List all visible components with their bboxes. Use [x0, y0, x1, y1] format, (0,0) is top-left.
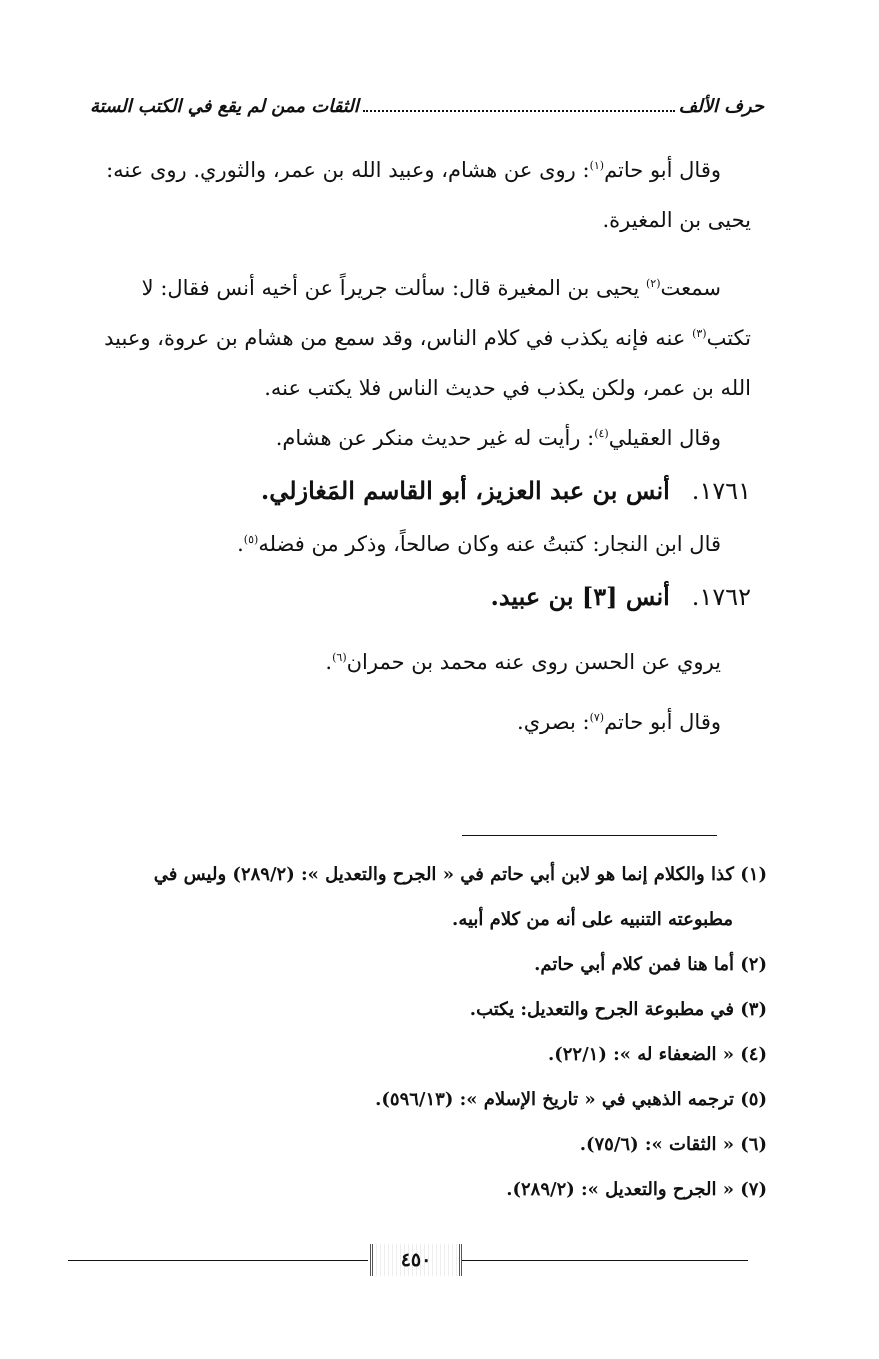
entry-number: ١٧٦١. [691, 477, 751, 505]
bottom-rule-right [456, 1260, 748, 1261]
text-line: وقال أبو حاتم$^{(٧)}$: بصري. [517, 710, 721, 734]
text-line: قال ابن النجار: كتبتُ عنه وكان صالحاً، وذكر من فضله$^{(٥)}$. [237, 532, 721, 556]
footnote: (٣) في مطبوعة الجرح والتعديل: يكتب. [469, 999, 767, 1020]
text-line: يحيى بن المغيرة. [602, 208, 751, 232]
text-line: يروي عن الحسن روى عنه محمد بن حمران$^{(٦)}$. [325, 650, 721, 674]
running-header [90, 96, 764, 126]
footnote: (٦) « الثقات »: (٧٥/٦). [579, 1134, 767, 1155]
bottom-rule-left [68, 1260, 368, 1261]
footnote: (٤) « الضعفاء له »: (٢٢/١). [547, 1044, 767, 1065]
text-line: الله بن عمر، ولكن يكذب في حديث الناس فلا يكتب عنه. [264, 376, 751, 400]
footnote: (٧) « الجرح والتعديل »: (٢٨٩/٢). [506, 1179, 767, 1200]
header-book-title: الثقات ممن لم يقع في الكتب الستة [90, 96, 359, 117]
header-dots [363, 109, 675, 112]
entry-heading [60, 569, 751, 625]
entry-title: أنس [٣] بن عبيد. [490, 582, 670, 611]
header-chapter: حرف الألف [678, 96, 764, 117]
text-line: سمعت$^{(٢)}$ يحيى بن المغيرة قال: سألت جريراً عن أخيه أنس فقال: لا [141, 276, 721, 300]
footnote: (١) كذا والكلام إنما هو لابن أبي حاتم في « الجرح والتعديل »: (٢٨٩/٢) وليس في مطبوعته التنبيه على أنه من كلام أبيه. [153, 864, 767, 930]
text-line: تكتب$^{(٣)}$ عنه فإنه يكذب في كلام الناس، وقد سمع من هشام بن عروة، وعبيد [104, 326, 751, 350]
text-line: وقال أبو حاتم$^{(١)}$: روى عن هشام، وعبيد الله بن عمر، والثوري. روى عنه: [106, 158, 721, 182]
entry-heading [60, 463, 751, 519]
footnotes [50, 852, 767, 1212]
entry-title: أنس بن عبد العزيز، أبو القاسم المَغازلي. [260, 476, 670, 505]
text-line: وقال العقيلي$^{(٤)}$: رأيت له غير حديث منكر عن هشام. [275, 426, 721, 450]
page-number: ٤٥٠ [370, 1244, 462, 1276]
footnote-separator [462, 835, 717, 836]
footnote: (٥) ترجمه الذهبي في « تاريخ الإسلام »: (٥٩٦/١٣). [375, 1089, 767, 1110]
main-text [60, 145, 751, 747]
entry-number: ١٧٦٢. [691, 583, 751, 611]
footnote: (٢) أما هنا فمن كلام أبي حاتم. [534, 954, 767, 975]
